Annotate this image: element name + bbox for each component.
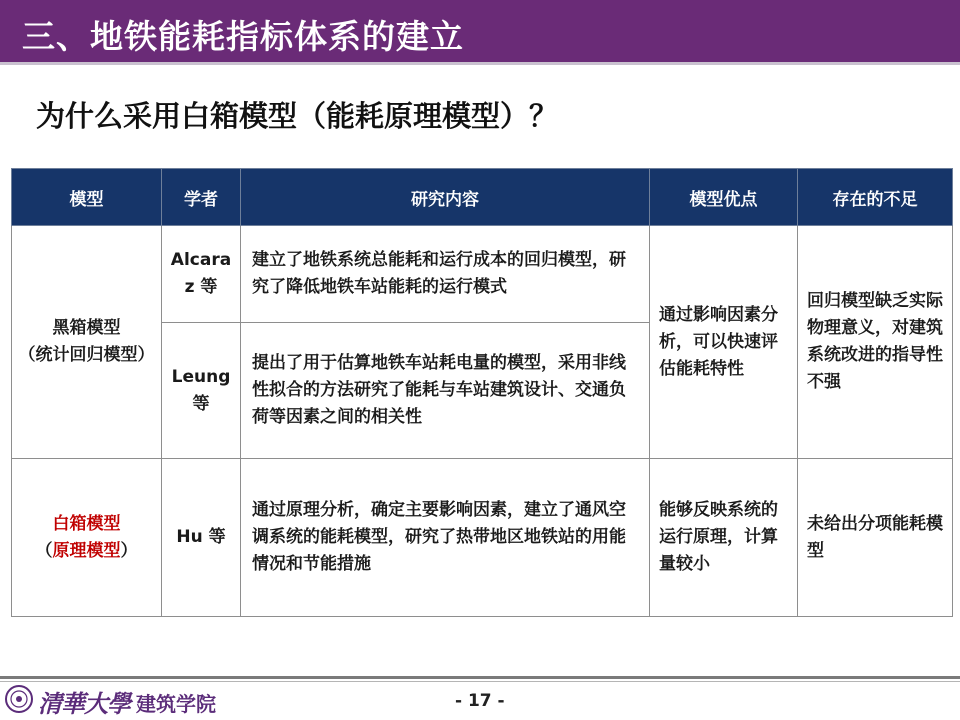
- black-box-model-cell: [12, 226, 162, 459]
- school-name: 建筑学院: [136, 692, 216, 716]
- tsinghua-seal-icon: [4, 684, 34, 714]
- table-row: [12, 459, 953, 617]
- black-box-advantage-cell: 通过影响因素分析，可以快速评估能耗特性: [650, 226, 798, 459]
- table-row: [12, 226, 953, 323]
- header-cell-model: 模型: [12, 169, 162, 226]
- content-cell: 通过原理分析，确定主要影响因素，建立了通风空调系统的能耗模型，研究了热带地区地铁站的用能情况和节能措施: [241, 459, 650, 617]
- content-cell: 提出了用于估算地铁车站耗电量的模型，采用非线性拟合的方法研究了能耗与车站建筑设计、交通负荷等因素之间的相关性: [241, 323, 650, 459]
- footer-divider: [0, 676, 960, 679]
- scholar-cell: [162, 226, 241, 323]
- white-box-model-alias: [13, 538, 160, 565]
- page-number: - 17 -: [455, 691, 505, 711]
- title-bar: [0, 0, 960, 65]
- paren-close: ）: [120, 540, 138, 561]
- scholar-name-cont: z 等: [184, 277, 218, 297]
- white-box-model-alias-text: 原理模型: [52, 540, 121, 561]
- white-box-model-label: 白箱模型: [52, 513, 121, 534]
- scholar-cell: Hu 等: [162, 459, 241, 617]
- scholar-name-cont: 等: [192, 393, 210, 414]
- white-box-disadvantage-cell: 未给出分项能耗模型: [798, 459, 953, 617]
- university-name: 清華大學: [38, 689, 130, 718]
- slide-title: 三、地铁能耗指标体系的建立: [22, 17, 464, 56]
- model-comparison-table: [11, 168, 953, 617]
- header-cell-scholar: 学者: [162, 169, 241, 226]
- scholar-name: Alcara: [170, 250, 232, 270]
- scholar-name: Leung: [171, 366, 231, 387]
- black-box-disadvantage-cell: 回归模型缺乏实际物理意义，对建筑系统改进的指导性不强: [798, 226, 953, 459]
- header-cell-advantage: 模型优点: [650, 169, 798, 226]
- header-cell-content: 研究内容: [241, 169, 650, 226]
- scholar-cell: [162, 323, 241, 459]
- header-cell-disadvantage: 存在的不足: [798, 169, 953, 226]
- black-box-model-label: 黑箱模型: [52, 318, 121, 338]
- paren-open: （: [35, 540, 53, 561]
- content-cell: 建立了地铁系统总能耗和运行成本的回归模型，研究了降低地铁车站能耗的运行模式: [241, 226, 650, 323]
- table-header-row: [12, 169, 953, 226]
- white-box-model-cell: [12, 459, 162, 617]
- slide-subtitle: 为什么采用白箱模型（能耗原理模型）？: [36, 99, 559, 133]
- footer-divider-thin: [0, 681, 960, 682]
- white-box-advantage-cell: 能够反映系统的运行原理，计算量较小: [650, 459, 798, 617]
- black-box-model-alias: （统计回归模型）: [18, 345, 155, 365]
